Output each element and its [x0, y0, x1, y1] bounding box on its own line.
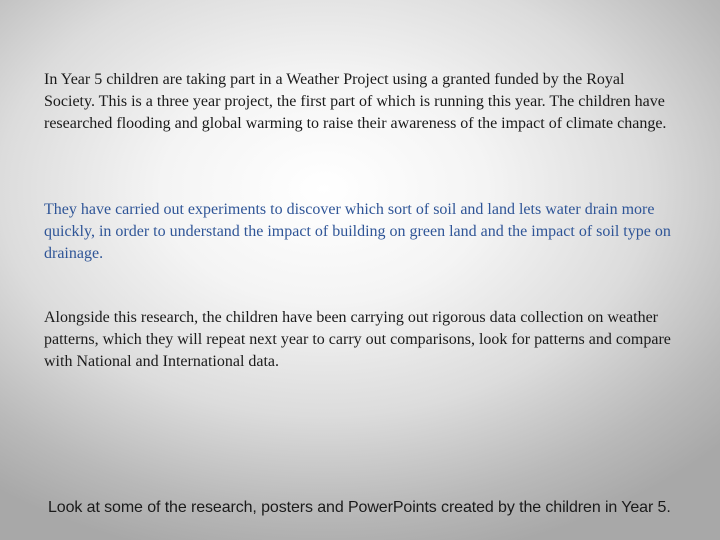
experiments-paragraph: They have carried out experiments to discover which sort of soil and land lets water drain more quickly, in order to understand the impact of building on green land and the impact of soil type on drainage. — [44, 201, 671, 262]
footer-caption: Look at some of the research, posters and PowerPoints created by the children in Year 5. — [48, 499, 671, 516]
intro-paragraph: In Year 5 children are taking part in a Weather Project using a granted funded by the Royal Society. This is a three year project, the first part of which is running this year. The children have researched flooding and global warming to raise their awareness of the impact of climate change. — [44, 71, 667, 132]
data-collection-paragraph: Alongside this research, the children have been carrying out rigorous data collection on weather patterns, which they will repeat next year to carry out comparisons, look for patterns and compare with National and International data. — [44, 309, 671, 370]
